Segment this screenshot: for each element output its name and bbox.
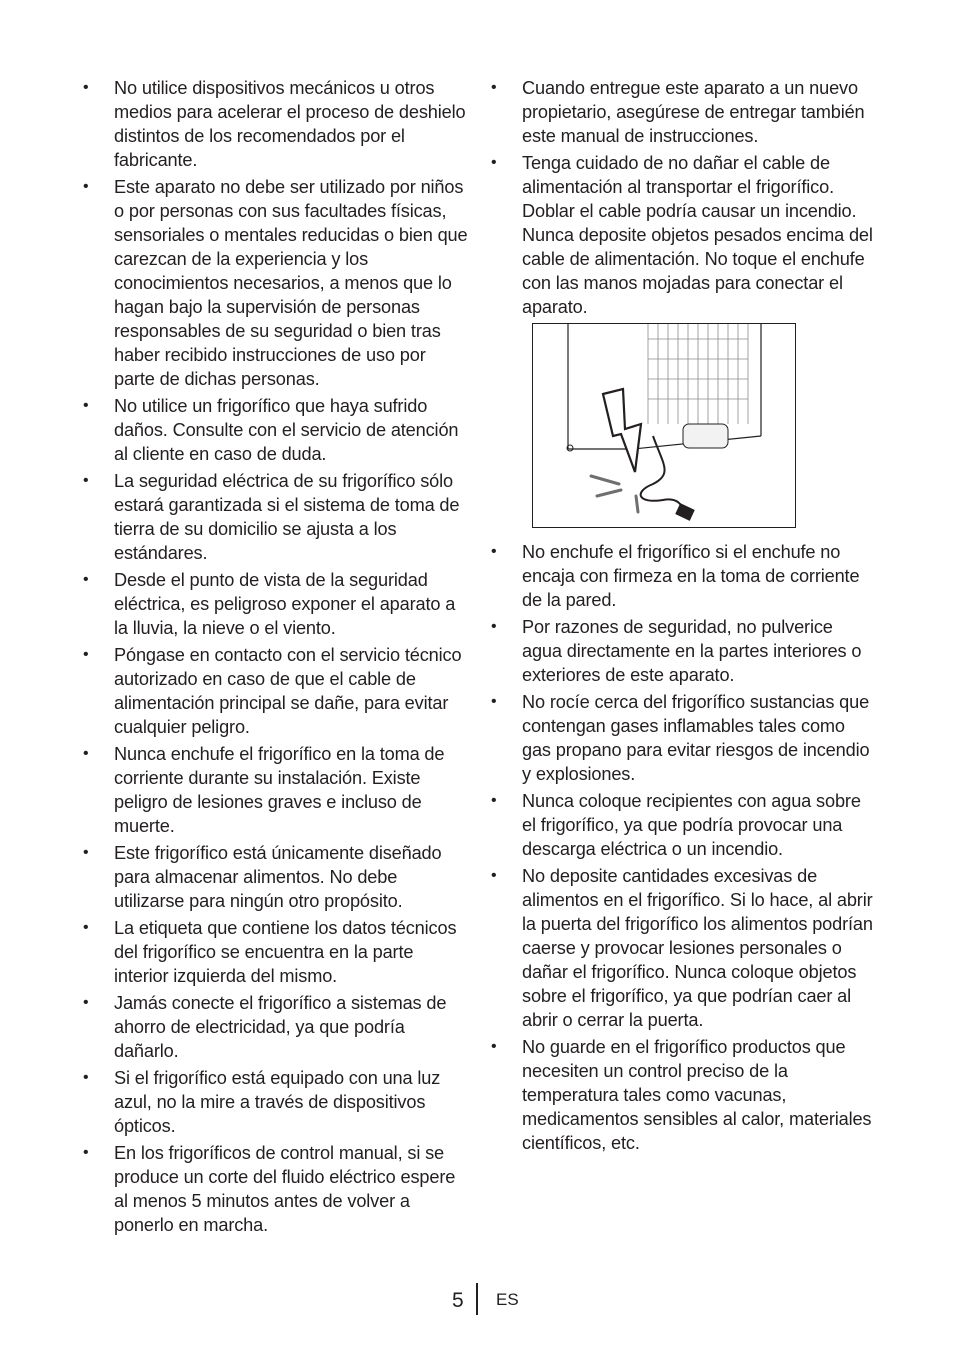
list-item-text: Si el frigorífico está equipado con una luz azul, no la mire a través de dispositivos ópticos. — [114, 1068, 441, 1136]
list-item — [83, 469, 468, 565]
bullet-icon: • — [83, 1144, 89, 1161]
list-item-text: La etiqueta que contiene los datos técnicos del frigorífico se encuentra en la parte interior izquierda del mismo. — [114, 918, 457, 986]
list-item — [83, 1141, 468, 1237]
bullet-icon: • — [491, 618, 497, 635]
bullet-icon: • — [491, 79, 497, 96]
list-item-text: Nunca coloque recipientes con agua sobre el frigorífico, ya que podría provocar una descarga eléctrica o un incendio. — [522, 791, 861, 859]
list-item-text: Desde el punto de vista de la seguridad eléctrica, es peligroso exponer el aparato a la lluvia, la nieve o el viento. — [114, 570, 456, 638]
language-code: ES — [496, 1290, 519, 1309]
footer-divider — [476, 1283, 478, 1315]
bullet-icon: • — [83, 79, 89, 96]
bullet-icon: • — [491, 792, 497, 809]
bullet-icon: • — [491, 543, 497, 560]
list-item — [83, 916, 468, 988]
bullet-icon: • — [83, 919, 89, 936]
bullet-icon: • — [83, 646, 89, 663]
bullet-icon: • — [491, 867, 497, 884]
list-item-text: No utilice dispositivos mecánicos u otros medios para acelerar el proceso de deshielo distintos de los recomendados por el fabricante. — [114, 78, 466, 170]
page-number: 5 — [452, 1289, 464, 1312]
list-item-text: Jamás conecte el frigorífico a sistemas de ahorro de electricidad, ya que podría dañarlo. — [114, 993, 447, 1061]
list-item-text: No enchufe el frigorífico si el enchufe no encaja con firmeza en la toma de corriente de la pared. — [522, 542, 860, 610]
list-item-text: No rocíe cerca del frigorífico sustancias que contengan gases inflamables tales como gas propano para evitar riesgos de incendio y explosiones. — [522, 692, 870, 784]
list-item — [83, 643, 468, 739]
list-item — [83, 991, 468, 1063]
list-item-text: No guarde en el frigorífico productos que necesiten un control preciso de la temperatura tales como vacunas, medicamentos sensibles al calor, materiales científicos, etc. — [522, 1037, 872, 1153]
bullet-icon: • — [491, 154, 497, 171]
power-cable-illustration — [532, 323, 796, 528]
left-column-list — [83, 76, 468, 1240]
list-item-text: No deposite cantidades excesivas de alimentos en el frigorífico. Si lo hace, al abrir la puerta del frigorífico los alimentos podrían caerse y provocar lesiones personales o dañar el frigorífico. Nunca coloque objetos sobre el frigorífico, ya que podrían caer al abrir o cerrar la puerta. — [522, 866, 873, 1030]
list-item-text: Cuando entregue este aparato a un nuevo propietario, asegúrese de entregar también este manual de instrucciones. — [522, 78, 865, 146]
list-item-text: En los frigoríficos de control manual, si se produce un corte del fluido eléctrico espere al menos 5 minutos antes de volver a ponerlo en marcha. — [114, 1143, 456, 1235]
list-item — [491, 76, 876, 148]
list-item — [83, 742, 468, 838]
bullet-icon: • — [83, 844, 89, 861]
bullet-icon: • — [83, 745, 89, 762]
list-item — [83, 841, 468, 913]
list-item-text: La seguridad eléctrica de su frigorífico sólo estará garantizada si el sistema de toma de tierra de su domicilio se ajusta a los estándares. — [114, 471, 460, 563]
list-item-text: Tenga cuidado de no dañar el cable de alimentación al transportar el frigorífico. Doblar el cable podría causar un incendio. Nunca deposite objetos pesados encima del cable de alimentación. No toque el enchufe con las manos mojadas para conectar el aparato. — [522, 153, 873, 317]
list-item — [83, 1066, 468, 1138]
bullet-icon: • — [83, 571, 89, 588]
list-item-text: Póngase en contacto con el servicio técnico autorizado en caso de que el cable de alimentación principal se dañe, para evitar cualquier peligro. — [114, 645, 462, 737]
list-item-text: Este frigorífico está únicamente diseñado para almacenar alimentos. No debe utilizarse para ningún otro propósito. — [114, 843, 442, 911]
bullet-icon: • — [83, 472, 89, 489]
list-item-text: Nunca enchufe el frigorífico en la toma de corriente durante su instalación. Existe peligro de lesiones graves e incluso de muerte. — [114, 744, 445, 836]
bullet-icon: • — [491, 693, 497, 710]
bullet-icon: • — [83, 994, 89, 1011]
list-item — [83, 394, 468, 466]
right-column-bottom-list — [491, 540, 876, 1158]
list-item — [83, 568, 468, 640]
right-column-top-list — [491, 76, 876, 322]
list-item-text: Este aparato no debe ser utilizado por niños o por personas con sus facultades físicas, sensoriales o mentales reducidas o bien que carezcan de la experiencia y los conocimientos necesarios, a menos que lo hagan bajo la supervisión de personas responsables de su seguridad o bien tras haber recibido instrucciones de uso por parte de dichas personas. — [114, 177, 468, 389]
bullet-icon: • — [83, 397, 89, 414]
bullet-icon: • — [83, 178, 89, 195]
list-item — [491, 864, 876, 1032]
list-item — [491, 540, 876, 612]
list-item — [491, 615, 876, 687]
list-item-text: Por razones de seguridad, no pulverice agua directamente en la partes interiores o exteriores de este aparato. — [522, 617, 862, 685]
list-item — [491, 1035, 876, 1155]
list-item — [83, 76, 468, 172]
list-item — [491, 789, 876, 861]
list-item-text: No utilice un frigorífico que haya sufrido daños. Consulte con el servicio de atención al cliente en caso de duda. — [114, 396, 459, 464]
list-item — [83, 175, 468, 391]
list-item — [491, 151, 876, 319]
bullet-icon: • — [491, 1038, 497, 1055]
list-item — [491, 690, 876, 786]
bullet-icon: • — [83, 1069, 89, 1086]
fridge-cable-warning-icon — [533, 324, 794, 526]
